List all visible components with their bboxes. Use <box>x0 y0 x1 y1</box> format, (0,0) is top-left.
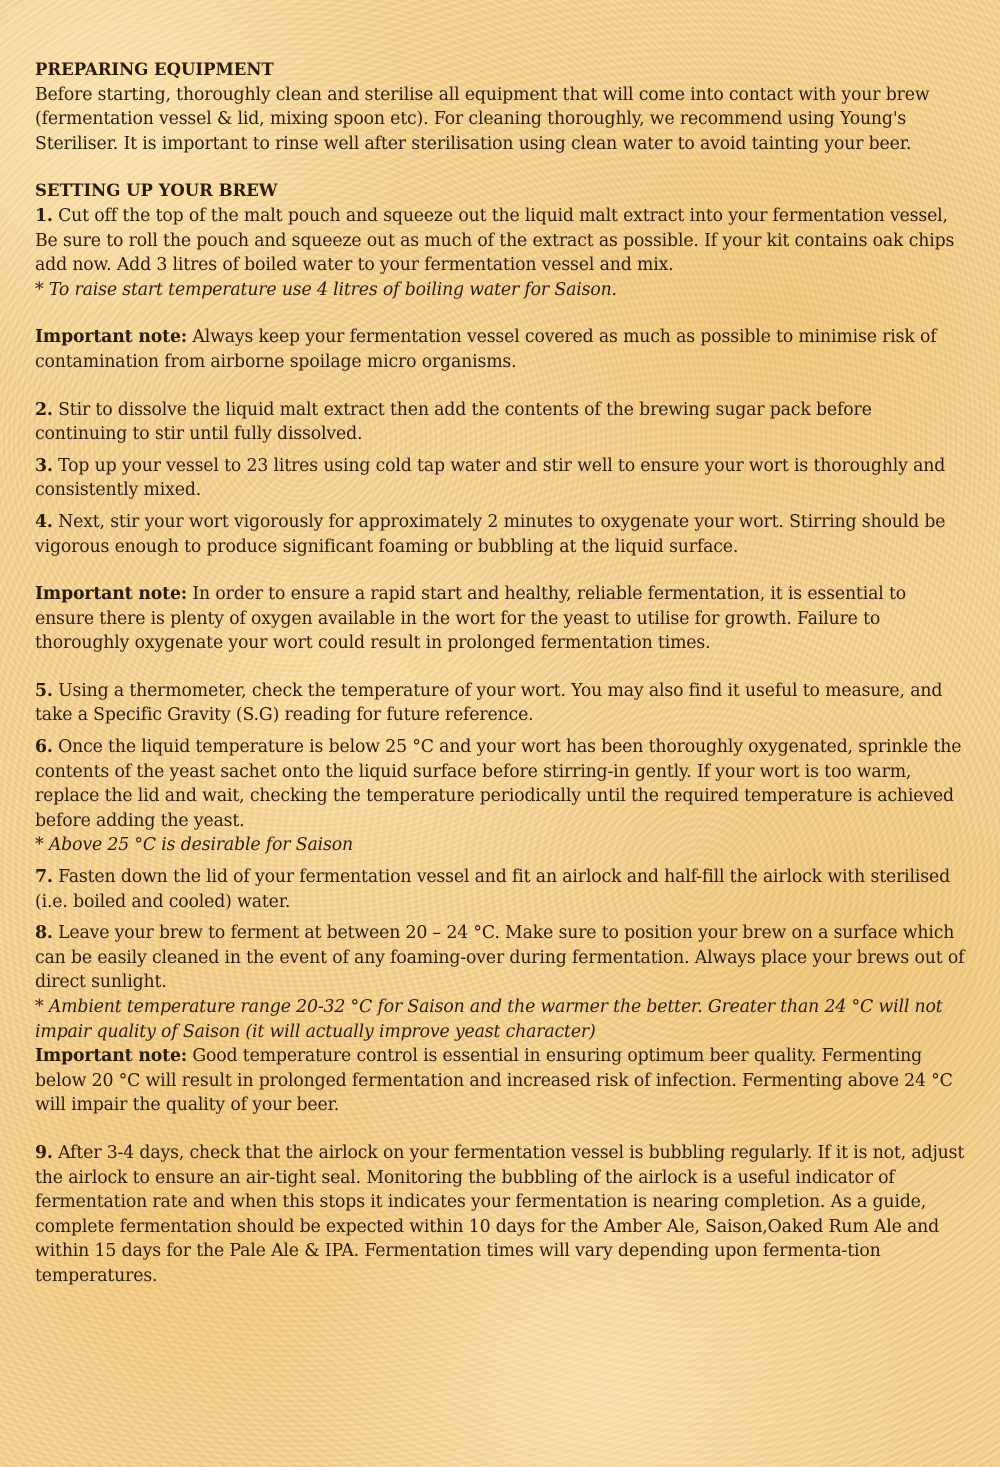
step-1-number: 1. <box>35 205 53 226</box>
step-1-saison-note: * To raise start temperature use 4 litres of boiling water for Saison. <box>35 279 617 300</box>
step-7-number: 7. <box>35 867 53 888</box>
step-5 <box>35 679 965 728</box>
step-4-text: Next, stir your wort vigorously for approximately 2 minutes to oxygenate your wort. Stirring should be vigorous enough to produce significant foaming or bubbling at the liquid surface. <box>35 511 946 557</box>
setting-up-heading: SETTING UP YOUR BREW <box>35 181 278 201</box>
instruction-page <box>35 58 965 1289</box>
step-8-text: Leave your brew to ferment at between 20 – 24 °C. Make sure to position your brew on a surface which can be easily cleaned in the event of any foaming-over during fermentation. Always place your brews out of direct sunlight. <box>35 923 965 993</box>
important-note-text: Always keep your fermentation vessel covered as much as possible to minimise risk of contamination from airborne spoilage micro organisms. <box>35 327 937 372</box>
step-2-number: 2. <box>35 399 53 420</box>
step-8 <box>35 921 965 995</box>
step-3-number: 3. <box>35 455 53 476</box>
step-6-text: Once the liquid temperature is below 25 °C and your wort has been thoroughly oxygenated, sprinkle the contents of the yeast sachet onto the liquid surface before stirring-in gently. If your wort is too warm, replace the lid and wait, checking the temperature periodically until the required temperature is achieved before adding the yeast. <box>35 737 962 831</box>
step-7-text: Fasten down the lid of your fermentation vessel and fit an airlock and half-fill the airlock with sterilised (i.e. boiled and cooled) water. <box>35 867 951 912</box>
step-2-text: Stir to dissolve the liquid malt extract then add the contents of the brewing sugar pack before continuing to stir until fully dissolved. <box>35 399 872 445</box>
step-5-number: 5. <box>35 680 53 701</box>
step-1 <box>35 204 965 278</box>
step-4 <box>35 510 965 559</box>
step-9-number: 9. <box>35 1142 53 1163</box>
step-6 <box>35 735 965 833</box>
step-3-text: Top up your vessel to 23 litres using cold tap water and stir well to ensure your wort is thoroughly and consistently mixed. <box>35 455 946 501</box>
step-2 <box>35 398 965 447</box>
step-6-number: 6. <box>35 737 53 758</box>
step-8-saison-note: * Ambient temperature range 20-32 °C for Saison and the warmer the better. Greater than 24 °C will not impair quality of Saison (it will actually improve yeast character) <box>35 997 943 1042</box>
step-5-text: Using a thermometer, check the temperature of your wort. You may also find it useful to measure, and take a Specific Gravity (S.G) reading for future reference. <box>35 680 943 726</box>
important-note-text: Good temperature control is essential in ensuring optimum beer quality. Fermenting below 20 °C will result in prolonged fermentation and increased risk of infection. Fermenting above 24 °C will impair the quality of your beer. <box>35 1046 953 1116</box>
step-7 <box>35 865 965 914</box>
important-note-label: Important note: <box>35 584 188 605</box>
important-note-text: In order to ensure a rapid start and healthy, reliable fermentation, it is essential to ensure there is plenty of oxygen available in the wort for the yeast to utilise for growth. Failure to thoroughly oxygenate your wort could result in prolonged fermentation times. <box>35 584 907 654</box>
step-8-number: 8. <box>35 923 53 944</box>
important-note-label: Important note: <box>35 1046 188 1067</box>
step-4-number: 4. <box>35 511 53 532</box>
step-6-saison-note: * Above 25 °C is desirable for Saison <box>35 835 353 856</box>
preparing-equipment-heading: PREPARING EQUIPMENT <box>35 60 274 79</box>
step-1-text: Cut off the top of the malt pouch and squeeze out the liquid malt extract into your fermentation vessel, Be sure to roll the pouch and squeeze out as much of the extract as possible. If your kit contains oak chips add now. Add 3 litres of boiled water to your fermentation vessel and mix. <box>35 205 955 276</box>
important-note-label: Important note: <box>35 327 188 348</box>
step-3 <box>35 454 965 503</box>
preparing-equipment-text: Before starting, thoroughly clean and sterilise all equipment that will come into contact with your brew (fermentation vessel & lid, mixing spoon etc). For cleaning thoroughly, we recommend using Young's Steriliser. It is important to rinse well after sterilisation using clean water to avoid tainting your beer. <box>35 84 930 154</box>
important-note-temperature <box>35 1044 965 1118</box>
step-9 <box>35 1141 965 1289</box>
important-note-contamination <box>35 325 965 374</box>
important-note-oxygen <box>35 582 965 656</box>
step-9-text: After 3-4 days, check that the airlock on your fermentation vessel is bubbling regularly. If it is not, adjust the airlock to ensure an air-tight seal. Monitoring the bubbling of the airlock is a useful indicator of fermentation rate and when this stops it indicates your fermentation is nearing completion. As a guide, complete fermentation should be expected within 10 days for the Amber Ale, Saison,Oaked Rum Ale and within 15 days for the Pale Ale & IPA. Fermentation times will vary depending upon fermenta-tion temperatures. <box>35 1142 965 1286</box>
